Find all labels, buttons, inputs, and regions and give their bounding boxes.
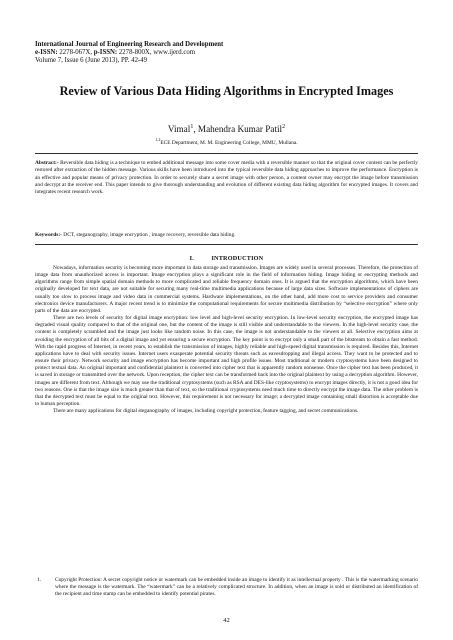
applications-list — [35, 577, 418, 598]
journal-name: International Journal of Engineering Research and Development — [35, 41, 224, 48]
introduction-body — [35, 265, 418, 415]
author-1: Vimal — [167, 124, 191, 135]
author-2: , Mahendra Kumar Patil — [193, 124, 283, 135]
paper-title: Review of Various Data Hiding Algorithms in Encrypted Images — [59, 84, 394, 98]
page-number: 42 — [223, 617, 230, 624]
bottom-rule — [35, 244, 418, 245]
keywords-text: DCT, steganography, image encryption , image recovery, reversible data hiding. — [61, 232, 236, 238]
list-item-number: 1. — [37, 577, 42, 583]
volume-line: Volume 7, Issue 6 (June 2013), PP. 42-49 — [35, 57, 148, 65]
abstract-text: Reversible data hiding is a technique to embed additional message into some cover media with a reversible manner so that the original cover content can be perfectly restored after extraction of the hidden message. Various skills have been introduced into the typical reversible data hiding approaches to improve the performance. Encryption is an effective and popular means of privacy protection. In order to securely share a secret image with other person, a content owner may encrypt the image before transmission and decrypt at the receiver end. This paper intends to give thorough understanding and evolution of different existing data hiding algorithm for encrypted images. It covers and integrates recent research work. — [35, 160, 418, 195]
intro-paragraph-3: There are many applications for digital steganography of images, including copyright protection, feature tagging, and secret communications. — [53, 408, 359, 415]
abstract — [35, 160, 418, 196]
eissn-label: e-ISSN: — [35, 49, 58, 57]
abstract-label: Abstract:- — [35, 160, 59, 166]
author-2-sup: 2 — [282, 124, 286, 130]
intro-paragraph-1: Nowadays, information security is becoming more important in data storage and transmission. Images are widely used in several processes. Therefore, the protection of image data from unauthorized access is important. Image encryption plays a significant role in the field of information hiding. Image hiding or encrypting methods and algorithms range from simple spatial domain methods to more complicated and reliable frequency domain ones. It is argued that the encryption algorithms, which have been originally developed for text data, are not suitable for securing many real-time multimedia applications because of large data sizes. Software implementations of ciphers are usually too slow to process image and video data in commercial systems. Hardware implementations, on the other hand, add more cost to service providers and consumer electronics device manufacturers. A major recent trend is to minimize the computational requirements for secure multimedia distribution by “selective encryption” where only parts of the data are encrypted. — [35, 265, 418, 314]
top-rule — [35, 153, 418, 154]
list-item — [35, 577, 418, 598]
intro-paragraph-2: There are two levels of security for digital image encryption: low level and high-level security encryption. In low-level security encryption, the encrypted image has degraded visual quality compared to that of the original one, but the content of the image is still visible and understandable to the viewers. In the high-level security case, the content is completely scrambled and the image just looks like random noise. In this case, the image is not understandable to the viewers at all. Selective encryption aims at avoiding the encryption of all bits of a digital image and yet ensuring a secure encryption. The key point is to encrypt only a small part of the bitstream to obtain a fast method. With the rapid progress of Internet, in recent years, to establish the transmission of images, highly reliable and high-speed digital transmission is required. Besides this, Internet applications have to deal with security issues. Internet users exasperate potential security threats such as eavesdropping and illegal access. They want to be protected and to ensure their privacy. Network security and image encryption has become important and high profile issues. Most traditional or modern cryptosystems have been designed to protect textual data. An original important and confidential plaintext is converted into cipher text that is apparently random nonsense. Once the cipher text has been produced, it is saved in storage or transmitted over the network. Upon reception, the cipher text can be transformed back into the original plaintext by using a decryption algorithm. However, images are different from text. Although we may use the traditional cryptosystems (such as RSA and DES-like cryptosystems) to encrypt images directly, it is not a good idea for two reasons. One is that the image size is much greater than that of text, so the traditional cryptosystems need much time to directly encrypt the image data. The other problem is that the decrypted text must be equal to the original text. However, this requirement is not necessary for image; a decrypted image containing small distortion is acceptable due to human perception. — [35, 315, 418, 407]
pissn-label: p-ISSN: — [93, 49, 118, 57]
affiliation-sup: 1,2 — [155, 137, 161, 142]
list-item-text: Copyright Protection: A secret copyright notice or watermark can be embedded inside an image to identify it as intellectual property . This is the watermarking scenario where the message is the watermark. The “watermark” can be a relatively complicated structure. In addition, when an image is sold or distributed an identification of the recipient and time stamp can be embedded to identify potential pirates. — [55, 577, 418, 598]
journal-header — [35, 41, 425, 66]
eissn-value: 2278-067X, — [59, 49, 93, 57]
keywords-label: Keywords:- — [35, 232, 62, 238]
section-heading-introduction: I. INTRODUCTION — [189, 255, 264, 262]
affiliation-text: ECE Department, M. M. Engineering College, MMU, Mullana. — [160, 139, 298, 146]
keywords — [35, 232, 418, 239]
author-1-sup: 1 — [190, 124, 194, 130]
affiliation — [35, 136, 418, 147]
author-line — [35, 122, 418, 135]
pissn-value: 2278-800X, www.ijerd.com — [118, 49, 196, 57]
issn-line — [35, 49, 425, 57]
